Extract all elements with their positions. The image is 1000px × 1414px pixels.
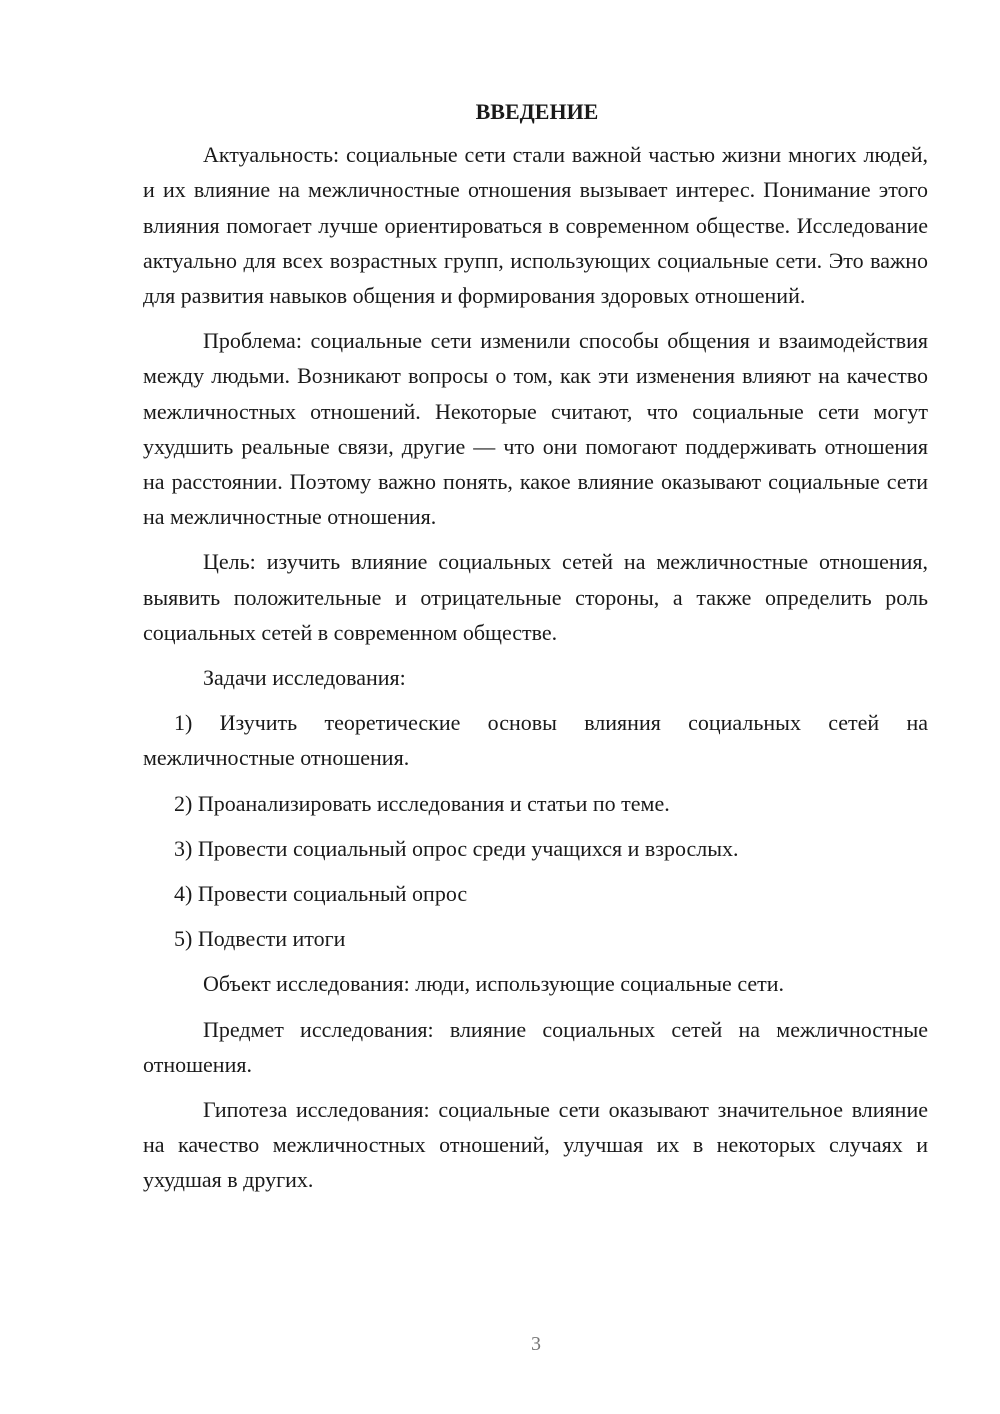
section-title: ВВЕДЕНИЕ: [475, 99, 599, 124]
task-item-2: 2) Проанализировать исследования и статьи по теме.: [174, 790, 670, 816]
relevance-paragraph: Актуальность: социальные сети стали важной частью жизни многих людей, и их влияние на межличностные отношения вызывает интерес. Понимание этого влияния помогает лучше ориентироваться в современном обществе. Исследование актуально для всех возрастных групп, использующих социальные сети. Это важно для развития навыков общения и формирования здоровых отношений.: [143, 142, 928, 309]
page-content: [143, 94, 928, 1208]
problem-paragraph: Проблема: социальные сети изменили способы общения и взаимодействия между людьми. Возникают вопросы о том, как эти изменения влияют на качество межличностных отношений. Некоторые считают, что социальные сети могут ухудшить реальные связи, другие — что они помогают поддерживать отношения на расстоянии. Поэтому важно понять, какое влияние оказывают социальные сети на межличностные отношения.: [143, 328, 928, 530]
task-item-4: 4) Провести социальный опрос: [174, 881, 468, 907]
page-number: 3: [531, 1333, 541, 1355]
task-item-1: 1) Изучить теоретические основы влияния социальных сетей на межличностные отношения.: [143, 710, 928, 771]
task-item-3: 3) Провести социальный опрос среди учащихся и взрослых.: [174, 835, 739, 861]
object-paragraph: Объект исследования: люди, использующие социальные сети.: [203, 971, 785, 997]
goal-paragraph: Цель: изучить влияние социальных сетей на межличностные отношения, выявить положительные и отрицательные стороны, а также определить роль социальных сетей в современном обществе.: [143, 549, 928, 645]
hypothesis-paragraph: Гипотеза исследования: социальные сети оказывают значительное влияние на качество межличностных отношений, улучшая их в некоторых случаях и ухудшая в других.: [143, 1097, 928, 1193]
subject-paragraph: Предмет исследования: влияние социальных сетей на межличностные отношения.: [143, 1016, 928, 1077]
tasks-heading: Задачи исследования:: [203, 665, 406, 691]
task-item-5: 5) Подвести итоги: [174, 926, 346, 952]
